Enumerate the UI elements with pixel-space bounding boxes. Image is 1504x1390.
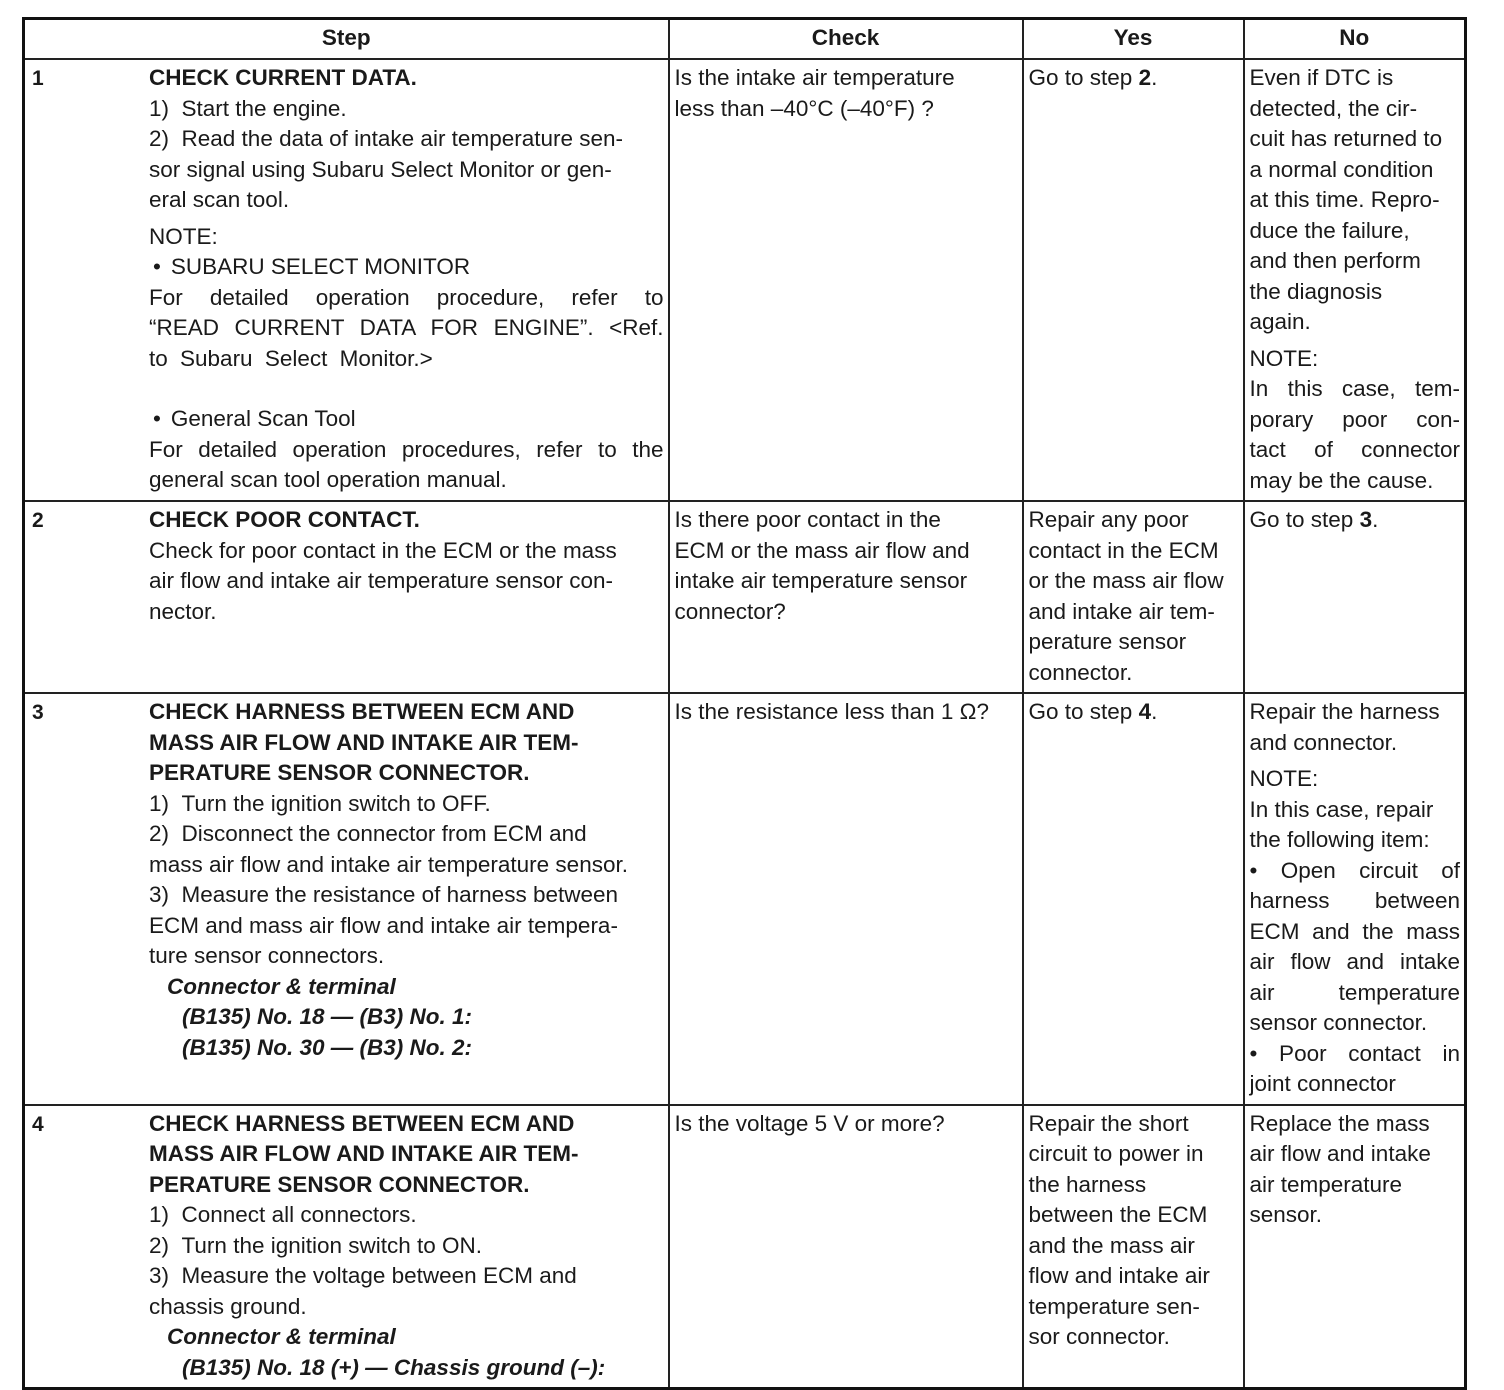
no-text: Go to step 3. bbox=[1249, 507, 1379, 532]
check-line: less than –40°C (–40°F) ? bbox=[674, 95, 934, 121]
header-check: Check bbox=[669, 19, 1023, 60]
yes-line: between the ECM bbox=[1028, 1202, 1208, 1227]
no-bullet-line: harness between bbox=[1249, 888, 1460, 913]
yes-line: sor connector. bbox=[1028, 1324, 1170, 1349]
no-note-label: NOTE: bbox=[1249, 766, 1319, 791]
check-cell bbox=[669, 693, 1023, 1105]
step-cell bbox=[24, 693, 669, 1105]
yes-line: the harness bbox=[1028, 1171, 1147, 1197]
note-line: to Subaru Select Monitor.> bbox=[149, 345, 433, 371]
check-line: ECM or the mass air flow and bbox=[674, 537, 970, 563]
check-line: connector? bbox=[674, 598, 786, 624]
step-title: MASS AIR FLOW AND INTAKE AIR TEM- bbox=[149, 1141, 579, 1166]
yes-line: temperature sen- bbox=[1028, 1293, 1200, 1319]
no-bullet-line: • Open circuit of bbox=[1249, 857, 1460, 883]
step-title: CHECK HARNESS BETWEEN ECM AND bbox=[149, 1110, 575, 1136]
no-line: sensor. bbox=[1249, 1202, 1323, 1227]
note-line: “READ CURRENT DATA FOR ENGINE”. <Ref. bbox=[149, 315, 664, 340]
no-line: detected, the cir- bbox=[1249, 95, 1418, 121]
no-note-line: In this case, repair bbox=[1249, 796, 1434, 822]
connector-terminal-label: Connector & terminal bbox=[167, 1324, 396, 1349]
header-yes: Yes bbox=[1023, 19, 1244, 60]
step-title: PERATURE SENSOR CONNECTOR. bbox=[149, 760, 530, 785]
check-line: Is the voltage 5 V or more? bbox=[674, 1110, 945, 1136]
note-bullet: • General Scan Tool bbox=[153, 406, 356, 431]
note-line: general scan tool operation manual. bbox=[149, 467, 507, 492]
note-label: NOTE: bbox=[149, 223, 218, 249]
step-cell bbox=[24, 59, 669, 501]
yes-text: Go to step 4. bbox=[1028, 699, 1158, 724]
no-note-line: tact of connector bbox=[1249, 437, 1460, 462]
no-line: and then perform bbox=[1249, 248, 1421, 273]
step-line: 1) Start the engine. bbox=[149, 95, 347, 121]
yes-line: Repair any poor bbox=[1028, 507, 1189, 532]
no-note-line: the following item: bbox=[1249, 827, 1430, 852]
step-number: 2 bbox=[32, 509, 44, 532]
step-line: mass air flow and intake air temperature sensor. bbox=[149, 851, 628, 877]
step-number: 4 bbox=[32, 1112, 44, 1136]
no-line: air flow and intake bbox=[1249, 1141, 1431, 1166]
note-bullet: • SUBARU SELECT MONITOR bbox=[153, 254, 471, 279]
check-line: Is there poor contact in the bbox=[674, 507, 941, 532]
no-line: at this time. Repro- bbox=[1249, 187, 1440, 212]
note-bullet-text: General Scan Tool bbox=[170, 406, 356, 431]
step-number: 1 bbox=[32, 67, 44, 90]
no-line: a normal condition bbox=[1249, 156, 1434, 182]
no-note-label: NOTE: bbox=[1249, 345, 1319, 371]
no-line: cuit has returned to bbox=[1249, 126, 1443, 151]
yes-line: flow and intake air bbox=[1028, 1263, 1210, 1288]
no-line: the diagnosis bbox=[1249, 278, 1383, 304]
yes-line: contact in the ECM bbox=[1028, 537, 1219, 563]
step-line: ture sensor connectors. bbox=[149, 943, 385, 968]
check-cell bbox=[669, 501, 1023, 693]
no-line: air temperature bbox=[1249, 1171, 1403, 1197]
step-line: 2) Disconnect the connector from ECM and bbox=[149, 821, 587, 846]
no-line: duce the failure, bbox=[1249, 217, 1410, 243]
yes-cell bbox=[1023, 59, 1244, 501]
step-line: 3) Measure the voltage between ECM and bbox=[149, 1263, 577, 1288]
step-line: chassis ground. bbox=[149, 1293, 307, 1319]
table-header-row bbox=[24, 19, 1466, 60]
check-line: Is the intake air temperature bbox=[674, 65, 955, 90]
step-cell bbox=[24, 1105, 669, 1389]
step-title: MASS AIR FLOW AND INTAKE AIR TEM- bbox=[149, 729, 579, 755]
diagnostic-procedure-document bbox=[22, 17, 1464, 1390]
check-cell bbox=[669, 59, 1023, 501]
yes-line: connector. bbox=[1028, 659, 1133, 685]
step-line: 2) Turn the ignition switch to ON. bbox=[149, 1232, 483, 1258]
note-line: For detailed operation procedure, refer to bbox=[149, 284, 664, 310]
step-cell bbox=[24, 501, 669, 693]
yes-line: or the mass air flow bbox=[1028, 568, 1224, 593]
check-cell bbox=[669, 1105, 1023, 1389]
connector-terminal-line: (B135) No. 30 — (B3) No. 2: bbox=[182, 1034, 473, 1060]
step-line: sor signal using Subaru Select Monitor or gen- bbox=[149, 156, 612, 182]
step-line: Check for poor contact in the ECM or the mass bbox=[149, 537, 617, 563]
no-step-ref: 3 bbox=[1359, 507, 1373, 532]
note-line: For detailed operation procedures, refer to the bbox=[149, 436, 664, 462]
connector-terminal-label: Connector & terminal bbox=[167, 973, 396, 999]
step-title: CHECK POOR CONTACT. bbox=[149, 507, 420, 532]
yes-line: perature sensor bbox=[1028, 629, 1187, 654]
no-note-line: may be the cause. bbox=[1249, 467, 1434, 493]
step-line: ECM and mass air flow and intake air tempera- bbox=[149, 912, 618, 938]
step-title: CHECK CURRENT DATA. bbox=[149, 65, 417, 90]
step-line: air flow and intake air temperature sensor con- bbox=[149, 568, 613, 593]
no-bullet-line: • Poor contact in bbox=[1249, 1040, 1460, 1066]
no-cell bbox=[1244, 59, 1466, 501]
no-line: and connector. bbox=[1249, 729, 1398, 755]
connector-terminal-line: (B135) No. 18 — (B3) No. 1: bbox=[182, 1004, 473, 1029]
table-row bbox=[24, 59, 1466, 501]
yes-line: Repair the short bbox=[1028, 1110, 1189, 1136]
table-row bbox=[24, 1105, 1466, 1389]
no-line: Repair the harness bbox=[1249, 699, 1440, 724]
step-line: eral scan tool. bbox=[149, 187, 290, 212]
no-line: again. bbox=[1249, 309, 1311, 334]
no-bullet-line: sensor connector. bbox=[1249, 1010, 1428, 1035]
no-bullet-line: joint connector bbox=[1249, 1071, 1396, 1096]
no-bullet-line: ECM and the mass bbox=[1249, 918, 1460, 944]
yes-text: Go to step 2. bbox=[1028, 65, 1158, 90]
step-line: 1) Turn the ignition switch to OFF. bbox=[149, 790, 491, 816]
step-title: CHECK HARNESS BETWEEN ECM AND bbox=[149, 699, 575, 724]
step-line: 3) Measure the resistance of harness between bbox=[149, 882, 619, 907]
no-bullet-line: air temperature bbox=[1249, 979, 1460, 1005]
yes-cell bbox=[1023, 1105, 1244, 1389]
table-row bbox=[24, 693, 1466, 1105]
yes-line: and intake air tem- bbox=[1028, 598, 1215, 624]
check-line: intake air temperature sensor bbox=[674, 568, 968, 593]
header-no: No bbox=[1244, 19, 1466, 60]
step-line: 1) Connect all connectors. bbox=[149, 1202, 417, 1227]
no-cell bbox=[1244, 501, 1466, 693]
no-line: Even if DTC is bbox=[1249, 65, 1394, 90]
yes-step-ref: 2 bbox=[1138, 65, 1152, 90]
no-note-line: porary poor con- bbox=[1249, 406, 1460, 432]
no-bullet-line: air flow and intake bbox=[1249, 949, 1460, 974]
step-line: nector. bbox=[149, 598, 217, 624]
no-line: Replace the mass bbox=[1249, 1110, 1430, 1136]
connector-terminal-line: (B135) No. 18 (+) — Chassis ground (–): bbox=[182, 1354, 606, 1380]
no-note-line: In this case, tem- bbox=[1249, 376, 1460, 401]
yes-line: circuit to power in bbox=[1028, 1141, 1204, 1166]
note-bullet-text: SUBARU SELECT MONITOR bbox=[170, 254, 471, 279]
no-cell bbox=[1244, 1105, 1466, 1389]
header-step: Step bbox=[24, 19, 669, 60]
diagnostic-table bbox=[22, 17, 1467, 1390]
no-cell bbox=[1244, 693, 1466, 1105]
step-title: PERATURE SENSOR CONNECTOR. bbox=[149, 1171, 530, 1197]
check-line: Is the resistance less than 1 Ω? bbox=[674, 699, 989, 724]
step-number: 3 bbox=[32, 701, 44, 724]
yes-step-ref: 4 bbox=[1138, 699, 1152, 724]
step-line: 2) Read the data of intake air temperature sen- bbox=[149, 126, 624, 151]
yes-cell bbox=[1023, 501, 1244, 693]
table-row bbox=[24, 501, 1466, 693]
yes-line: and the mass air bbox=[1028, 1232, 1195, 1258]
yes-cell bbox=[1023, 693, 1244, 1105]
